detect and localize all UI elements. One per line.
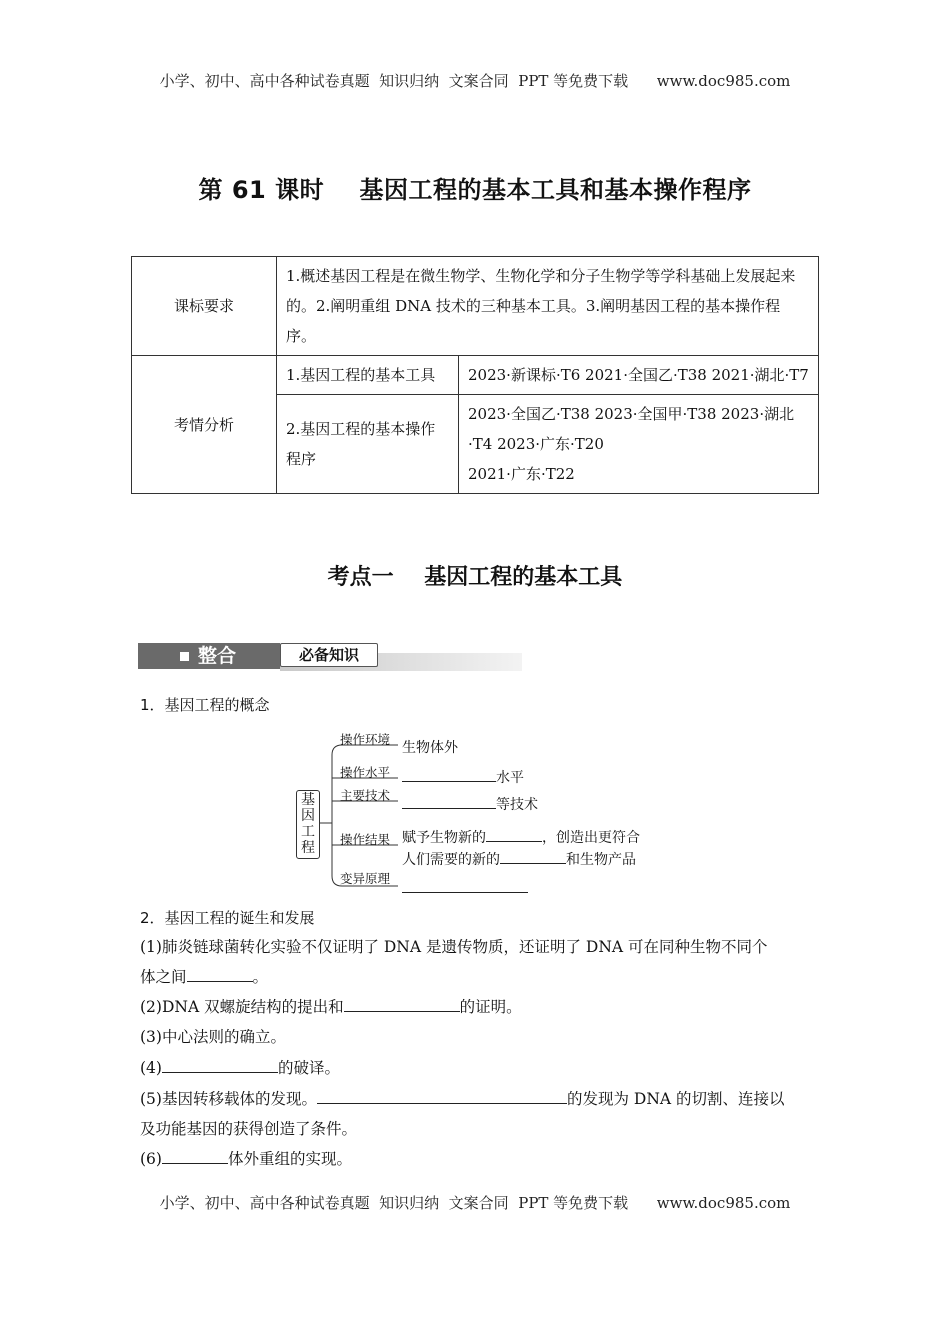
analysis-label: 考情分析 (132, 356, 277, 494)
answer-blank[interactable] (402, 765, 496, 782)
para-text: (4) (140, 1059, 162, 1077)
root-char: 基 (301, 792, 315, 808)
topic-cell: 2.基因工程的基本操作程序 (277, 395, 459, 494)
branch-label-tech: 主要技术 (340, 788, 391, 803)
req-label: 课标要求 (132, 257, 277, 356)
banner-label-right: 必备知识 (280, 643, 378, 667)
history-item-1: (1)肺炎链球菌转化实验不仅证明了 DNA 是遗传物质，还证明了 DNA 可在同种生物不同个 (140, 938, 768, 956)
answer-blank[interactable] (402, 792, 496, 809)
history-item-2 (140, 992, 820, 1022)
history-item-6 (140, 1144, 820, 1174)
exam-line: 2023·全国乙·T38 2023·全国甲·T38 2023·湖北·T4 2023·广东·T20 (468, 405, 795, 453)
branch-label-result: 操作结果 (340, 832, 391, 847)
history-item-5 (140, 1084, 820, 1114)
history-heading: 2．基因工程的诞生和发展 (140, 909, 315, 927)
result-text: 和生物产品 (566, 852, 636, 868)
para-text: 。 (252, 968, 269, 986)
branch-value-result-line2 (402, 847, 636, 869)
answer-blank[interactable] (500, 847, 566, 864)
branch-value-variation (402, 876, 528, 897)
para-text: (6) (140, 1150, 162, 1168)
root-char: 因 (301, 808, 315, 824)
answer-blank[interactable] (317, 1087, 567, 1104)
branch-label-level (340, 763, 390, 781)
para-text: 体之间 (140, 968, 187, 986)
answer-blank[interactable] (162, 1147, 228, 1164)
branch-value-tech (402, 792, 538, 814)
answer-blank[interactable] (402, 876, 528, 893)
exam-cell: 2023·新课标·T6 2021·全国乙·T38 2021·湖北·T7 (459, 356, 819, 395)
history-item-1-cont (140, 962, 820, 992)
branch-label-env: 操作环境 (340, 732, 391, 747)
root-char: 程 (301, 840, 315, 856)
history-item-4 (140, 1053, 820, 1083)
root-node-box (296, 790, 320, 859)
exam-line: 2021·广东·T22 (468, 465, 575, 483)
tech-suffix: 等技术 (496, 797, 538, 813)
para-text: 的证明。 (459, 998, 522, 1016)
para-text: 的发现为 DNA 的切割、连接以 (566, 1090, 785, 1108)
para-text: 体外重组的实现。 (227, 1150, 352, 1168)
section-title: 考点一 基因工程的基本工具 (327, 565, 623, 590)
concept-heading: 1．基因工程的概念 (140, 696, 270, 714)
answer-blank[interactable] (344, 995, 460, 1012)
result-text: ，创造出更符合 (542, 830, 640, 846)
req-text: 1.概述基因工程是在微生物学、生物化学和分子生物学等学科基础上发展起来的。2.阐明重组 DNA 技术的三种基本工具。3.阐明基因工程的基本操作程序。 (277, 257, 819, 356)
para-text: 的破译。 (277, 1059, 340, 1077)
branch-value-level (402, 765, 524, 787)
topic-cell: 1.基因工程的基本工具 (277, 356, 459, 395)
level-label-text: 操作水平 (340, 765, 391, 780)
answer-blank[interactable] (486, 825, 542, 842)
page-title: 第 61 课时 基因工程的基本工具和基本操作程序 (198, 176, 752, 204)
answer-blank[interactable] (187, 965, 253, 982)
level-suffix: 水平 (496, 770, 524, 786)
result-text: 赋予生物新的 (402, 830, 486, 846)
banner-label-left: 整合 (198, 645, 237, 667)
result-text: 人们需要的新的 (402, 852, 500, 868)
branch-value-env: 生物体外 (402, 740, 458, 756)
root-char: 工 (301, 824, 315, 840)
answer-blank[interactable] (162, 1056, 278, 1073)
branch-value-result-line1 (402, 825, 640, 847)
history-item-5-cont: 及功能基因的获得创造了条件。 (140, 1120, 358, 1138)
page-footer: 小学、初中、高中各种试卷真题 知识归纳 文案合同 PPT 等免费下载 www.doc985.com (159, 1194, 791, 1212)
page-header: 小学、初中、高中各种试卷真题 知识归纳 文案合同 PPT 等免费下载 www.doc985.com (159, 72, 791, 90)
history-item-3: (3)中心法则的确立。 (140, 1028, 286, 1046)
para-text: (2)DNA 双螺旋结构的提出和 (140, 998, 344, 1016)
branch-label-variation: 变异原理 (340, 871, 391, 886)
para-text: (5)基因转移载体的发现。 (140, 1090, 317, 1108)
